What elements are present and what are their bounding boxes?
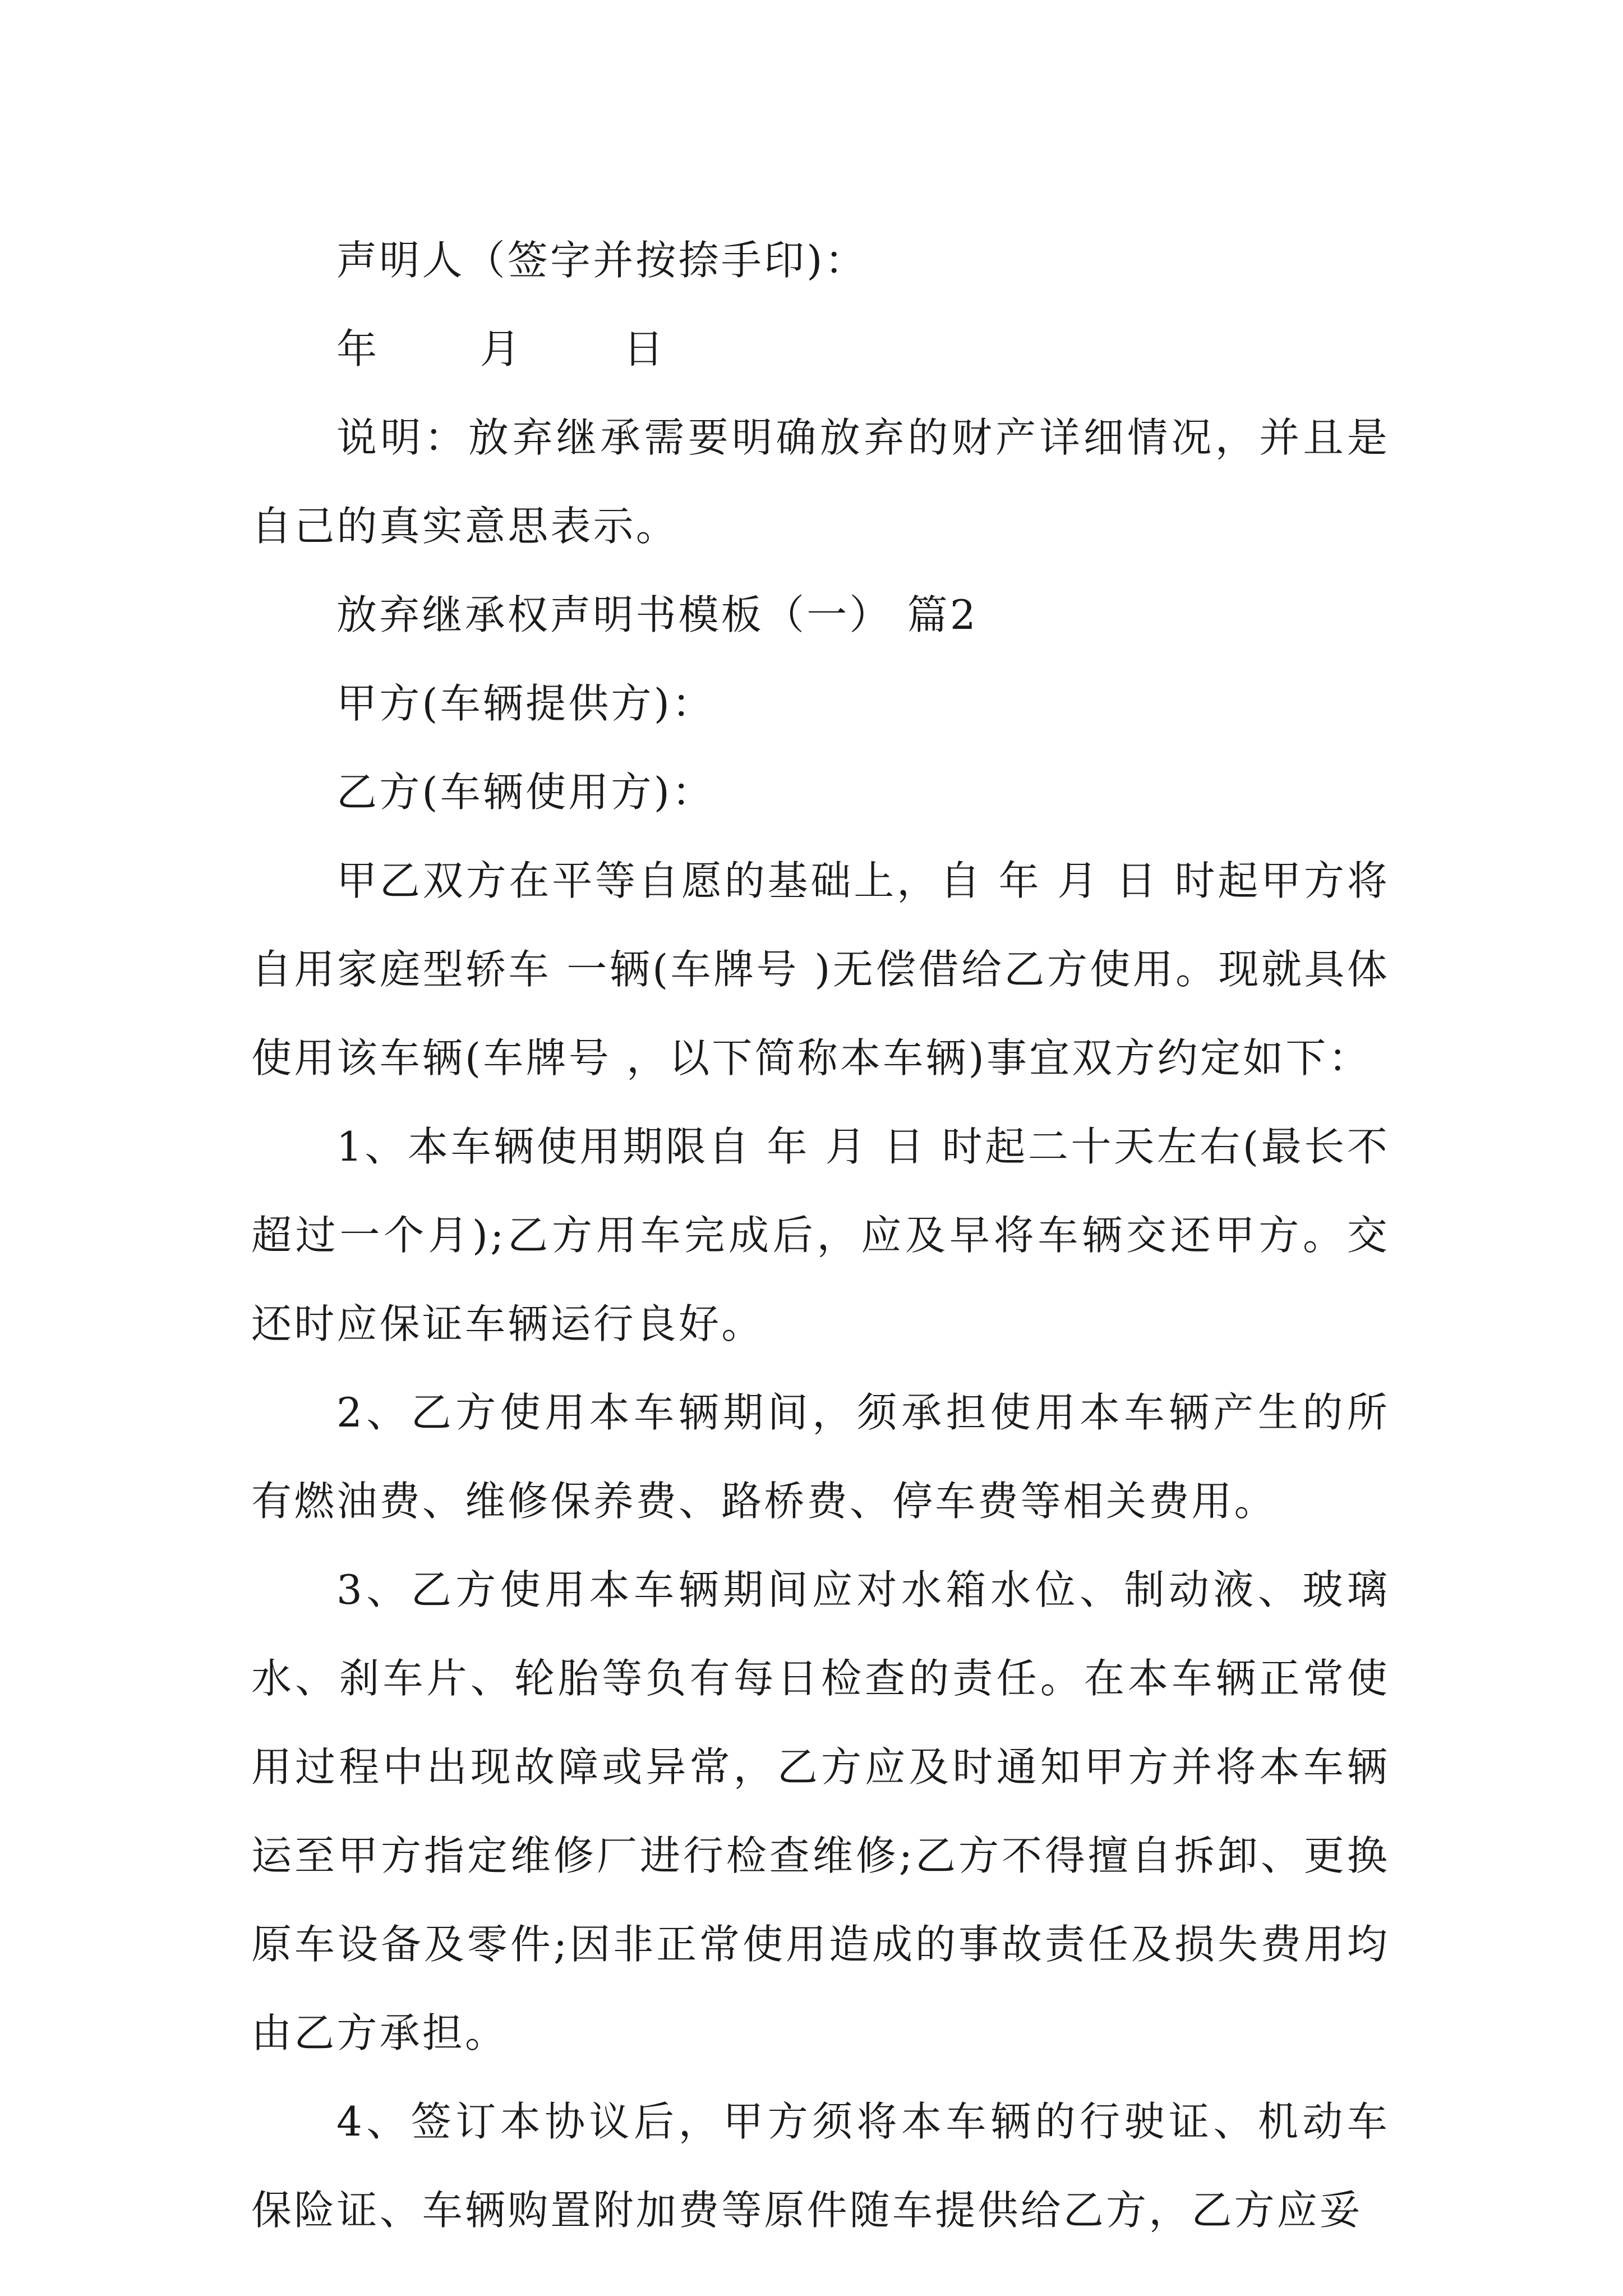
agreement-intro-paragraph: 甲乙双方在平等自愿的基础上，自 年 月 日 时起甲方将自用家庭型轿车 一辆(车牌号 )无偿借给乙方使用。现就具体使用该车辆(车牌号 ，以下简称本车辆)事宜双方约定如下： [251, 857, 1390, 1082]
explanation-paragraph: 说明：放弃继承需要明确放弃的财产详细情况，并且是自己的真实意思表示。 [251, 414, 1390, 550]
party-b-line: 乙方(车辆使用方)： [336, 769, 715, 816]
clause-1-paragraph: 1、本车辆使用期限自 年 月 日 时起二十天左右(最长不超过一个月);乙方用车完成后，应及早将车辆交还甲方。交还时应保证车辆运行良好。 [251, 1123, 1390, 1347]
clause-3-paragraph: 3、乙方使用本车辆期间应对水箱水位、制动液、玻璃水、刹车片、轮胎等负有每日检查的责任。在本车辆正常使用过程中出现故障或异常，乙方应及时通知甲方并将本车辆运至甲方指定维修厂进行检查维修;乙方不得擅自拆卸、更换原车设备及零件;因非正常使用造成的事故责任及损失费用均由乙方承担。 [251, 1566, 1390, 2056]
section-heading: 放弃继承权声明书模板（一） 篇2 [336, 591, 978, 638]
clause-2-paragraph: 2、乙方使用本车辆期间，须承担使用本车辆产生的所有燃油费、维修保养费、路桥费、停车费等相关费用。 [251, 1389, 1390, 1525]
clause-4-paragraph: 4、签订本协议后，甲方须将本车辆的行驶证、机动车保险证、车辆购置附加费等原件随车提供给乙方，乙方应妥 [251, 2098, 1390, 2234]
document-body [251, 216, 1390, 2254]
party-a-line: 甲方(车辆提供方)： [336, 680, 715, 727]
date-line: 年 月 日 [336, 325, 666, 372]
declarant-signature-line: 声明人（签字并按捺手印)： [336, 237, 868, 284]
